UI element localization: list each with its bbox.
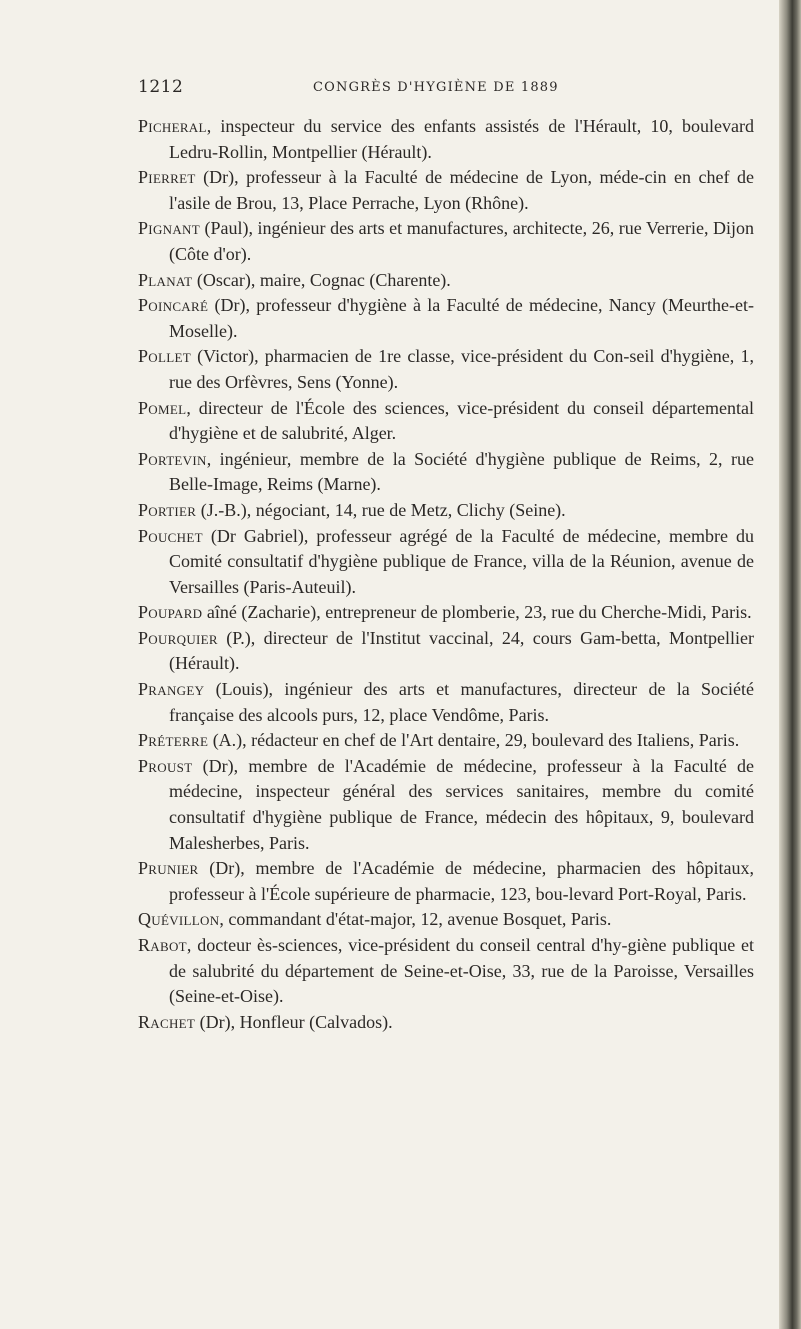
member-name: Rabot xyxy=(138,935,187,955)
member-name: Pignant xyxy=(138,218,200,239)
member-name: Proust xyxy=(138,755,193,776)
list-item xyxy=(138,728,754,754)
list-item xyxy=(138,216,754,267)
member-details: , docteur ès-sciences, vice-président du conseil central d'hy-giène publique et de salubrité du département de Seine-et-Oise, 33, rue de la Paroisse, Versailles (Seine-et-Oise). xyxy=(169,935,754,1007)
member-details: (Oscar), maire, Cognac (Charente). xyxy=(192,269,451,290)
member-details: (Paul), ingénieur des arts et manufactures, architecte, 26, rue Verrerie, Dijon (Côte d'or). xyxy=(169,218,754,264)
member-name: Portier xyxy=(138,499,197,520)
member-list xyxy=(138,114,754,1035)
member-details: aîné (Zacharie), entrepreneur de plomberie, 23, rue du Cherche-Midi, Paris. xyxy=(202,602,752,623)
member-name: Pourquier xyxy=(138,627,218,648)
list-item xyxy=(138,396,754,447)
list-item xyxy=(138,447,754,498)
list-item xyxy=(138,114,754,165)
list-item xyxy=(138,165,754,216)
member-name: Poincaré xyxy=(138,295,209,316)
page-edge xyxy=(779,0,801,1329)
member-name: Rachet xyxy=(138,1011,196,1032)
member-details: (Dr Gabriel), professeur agrégé de la Faculté de médecine, membre du Comité consultatif d'hygiène publique de France, villa de la Réunion, avenue de Versailles (Paris-Auteuil). xyxy=(169,525,754,597)
list-item xyxy=(138,268,754,294)
list-item xyxy=(138,907,754,933)
member-details: (Louis), ingénieur des arts et manufactures, directeur de la Société française des alcools purs, 12, place Vendôme, Paris. xyxy=(169,679,754,725)
member-name: Pollet xyxy=(138,346,191,367)
list-item xyxy=(138,754,754,856)
list-item xyxy=(138,626,754,677)
member-name: Poupard xyxy=(138,602,203,623)
member-details: (Dr), membre de l'Académie de médecine, professeur à la Faculté de médecine, inspecteur général des services sanitaires, membre du comité consultatif d'hygiène publique de France, médecin des hôpitaux, 9, boulevard Malesherbes, Paris. xyxy=(169,755,754,853)
page-number: 1212 xyxy=(138,77,184,97)
member-details: (Dr), Honfleur (Calvados). xyxy=(195,1011,393,1032)
member-details: (A.), rédacteur en chef de l'Art dentaire, 29, boulevard des Italiens, Paris. xyxy=(208,730,740,751)
member-details: (P.), directeur de l'Institut vaccinal, 24, cours Gam-betta, Montpellier (Hérault). xyxy=(169,627,754,674)
list-item xyxy=(138,293,754,344)
member-name: Quévillon xyxy=(138,909,220,930)
member-details: (Victor), pharmacien de 1re classe, vice-président du Con-seil d'hygiène, 1, rue des Orfèvres, Sens (Yonne). xyxy=(169,346,754,392)
member-name: Portevin xyxy=(138,448,207,469)
member-name: Pomel xyxy=(138,397,187,418)
list-item xyxy=(138,677,754,728)
list-item xyxy=(138,856,754,907)
member-name: Prangey xyxy=(138,679,205,700)
member-details: , directeur de l'École des sciences, vice-président du conseil départemental d'hygiène et de salubrité, Alger. xyxy=(169,397,754,444)
member-details: (J.-B.), négociant, 14, rue de Metz, Clichy (Seine). xyxy=(196,499,566,520)
member-name: Planat xyxy=(138,269,193,290)
member-details: , ingénieur, membre de la Société d'hygiène publique de Reims, 2, rue Belle-Image, Reims (Marne). xyxy=(169,448,754,495)
member-name: Prunier xyxy=(138,858,199,879)
list-item xyxy=(138,344,754,395)
member-name: Préterre xyxy=(138,730,209,751)
member-details: , inspecteur du service des enfants assistés de l'Hérault, 10, boulevard Ledru-Rollin, Montpellier (Hérault). xyxy=(169,116,754,162)
member-name: Pierret xyxy=(138,167,196,188)
page-header xyxy=(138,77,678,103)
member-name: Pouchet xyxy=(138,525,203,546)
list-item xyxy=(138,524,754,601)
list-item xyxy=(138,600,754,626)
member-details: , commandant d'état-major, 12, avenue Bosquet, Paris. xyxy=(219,909,612,930)
list-item xyxy=(138,933,754,1010)
list-item xyxy=(138,498,754,524)
running-head: CONGRÈS D'HYGIÈNE DE 1889 xyxy=(313,80,559,95)
member-name: Picheral xyxy=(138,116,207,136)
member-details: (Dr), membre de l'Académie de médecine, pharmacien des hôpitaux, professeur à l'École supérieure de pharmacie, 123, bou-levard Port-Royal, Paris. xyxy=(169,858,754,904)
member-details: (Dr), professeur à la Faculté de médecine de Lyon, méde-cin en chef de l'asile de Brou, 13, Place Perrache, Lyon (Rhône). xyxy=(169,167,754,213)
member-details: (Dr), professeur d'hygiène à la Faculté de médecine, Nancy (Meurthe-et-Moselle). xyxy=(169,295,754,341)
list-item xyxy=(138,1010,754,1036)
